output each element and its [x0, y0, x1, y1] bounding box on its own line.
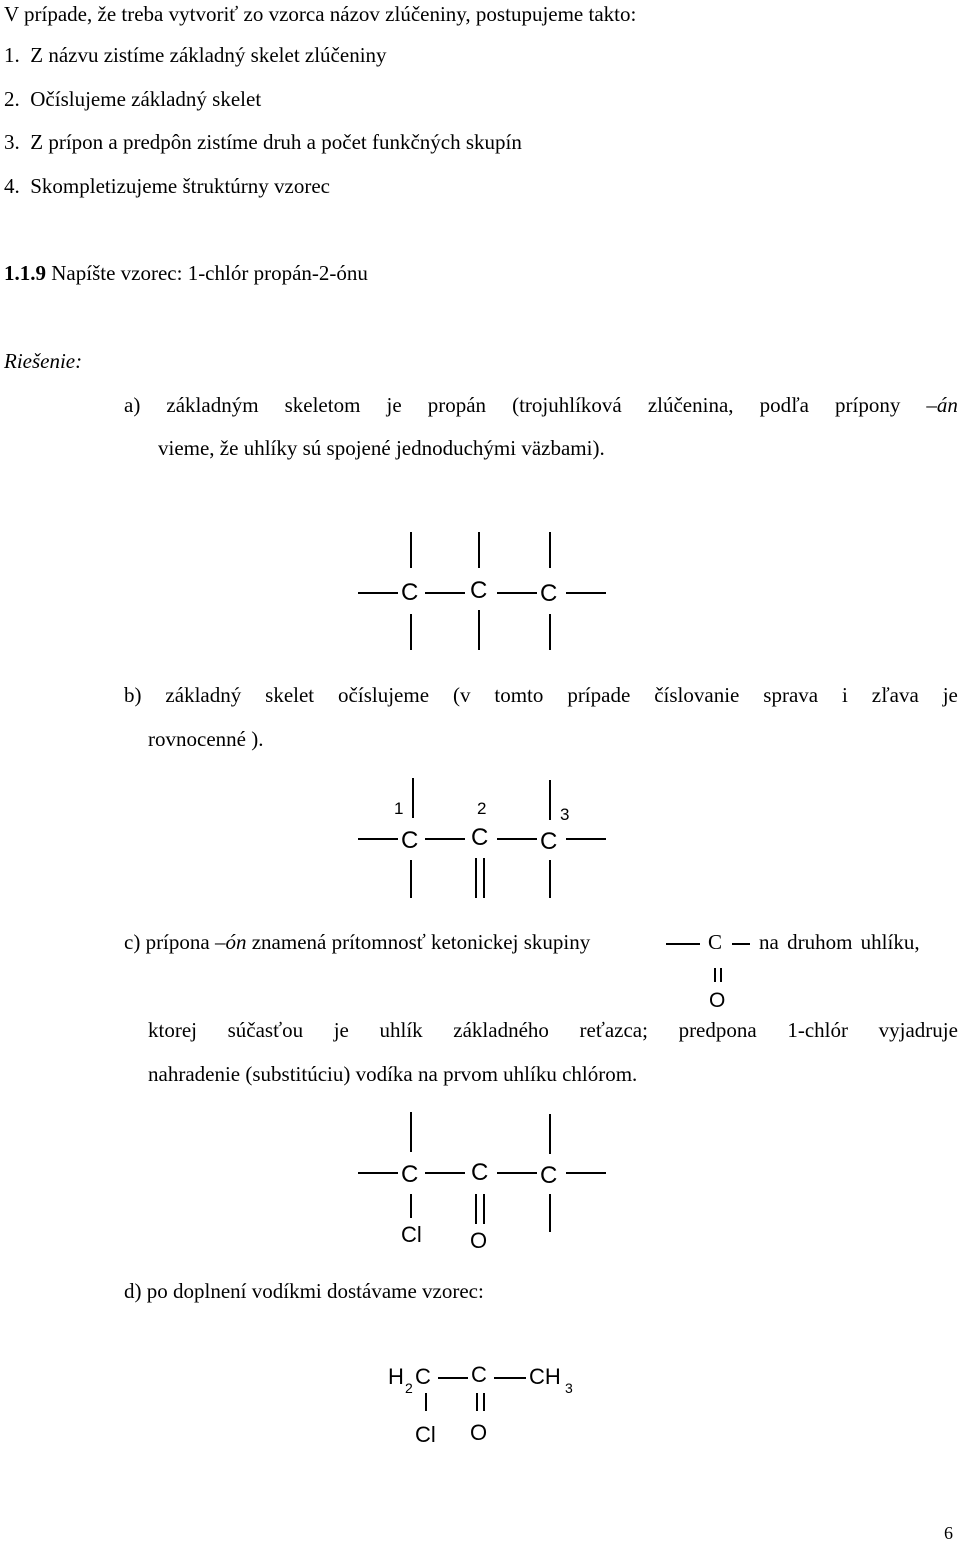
locant: 2: [477, 799, 487, 818]
double-bond: [714, 968, 716, 982]
word: (trojuhlíková: [512, 393, 622, 417]
carbon: C: [401, 1161, 419, 1188]
carbon: C: [540, 828, 558, 855]
word: základný: [165, 683, 242, 707]
task-title: [4, 263, 368, 284]
oxygen: O: [470, 1228, 488, 1253]
solution-heading: Riešenie:: [4, 349, 83, 373]
locant: 1: [394, 799, 404, 818]
word: propán: [427, 393, 487, 417]
word: prípade: [567, 683, 631, 707]
step-a-line1: [124, 395, 958, 416]
word: uhlík: [379, 1018, 423, 1042]
carbon: C: [471, 824, 489, 851]
page-number: 6: [944, 1523, 953, 1543]
keto-oxygen: O: [709, 989, 726, 1012]
step-a-line2: vieme, že uhlíky sú spojené jednoduchými väzbami).: [158, 436, 605, 460]
word: základného: [453, 1018, 549, 1042]
step-2: 2. Očíslujeme základný skelet: [4, 87, 262, 111]
word: vyjadruje: [878, 1018, 958, 1042]
word: číslovanie: [654, 683, 740, 707]
word: skelet: [265, 683, 315, 707]
step-3: 3. Z prípon a predpôn zistíme druh a počet funkčných skupín: [4, 130, 522, 154]
word: je: [942, 683, 958, 707]
methyl: CH: [529, 1364, 561, 1389]
word: 1-chlór: [787, 1018, 848, 1042]
subscript: 2: [405, 1380, 413, 1396]
word: zľava: [871, 683, 919, 707]
word: i: [842, 683, 848, 707]
word: podľa: [759, 393, 809, 417]
step-c-line1: c) prípona –ón znamená prítomnosť ketonickej skupiny: [124, 930, 591, 954]
word: (v: [452, 683, 471, 707]
step-1: 1. Z názvu zistíme základný skelet zlúčeniny: [4, 43, 387, 67]
carbon: C: [470, 577, 488, 604]
step-4: 4. Skompletizujeme štruktúrny vzorec: [4, 174, 331, 198]
word: ktorej: [148, 1018, 197, 1042]
step-c-line1-end: na druhom uhlíku,: [759, 930, 920, 954]
oxygen: O: [470, 1420, 488, 1445]
step-c-line3: [148, 1020, 958, 1041]
word: základným: [166, 393, 259, 417]
locant: 3: [560, 805, 570, 824]
carbon: C: [540, 580, 558, 607]
step-b-line2: rovnocenné ).: [148, 727, 264, 751]
suffix-on: –ón: [214, 930, 247, 954]
word: je: [333, 1018, 349, 1042]
bond-left: [666, 943, 700, 945]
step-d-line: d) po doplnení vodíkmi dostávame vzorec:: [124, 1279, 484, 1303]
word: reťazca;: [579, 1018, 648, 1042]
word: predpona: [678, 1018, 757, 1042]
carbon: C: [471, 1362, 487, 1387]
word: sprava: [763, 683, 819, 707]
carbon: C: [415, 1364, 431, 1389]
word: b): [124, 683, 142, 707]
subscript: 3: [565, 1380, 573, 1396]
carbon: C: [540, 1162, 558, 1189]
word: očíslujeme: [338, 683, 430, 707]
bond-right: [732, 943, 750, 945]
word: zlúčenina,: [647, 393, 734, 417]
carbon: C: [471, 1159, 489, 1186]
word: súčasťou: [227, 1018, 304, 1042]
chlorine: Cl: [401, 1222, 422, 1247]
intro-lead: V prípade, že treba vytvoriť zo vzorca názov zlúčeniny, postupujeme takto:: [4, 2, 637, 26]
word: je: [386, 393, 402, 417]
task-text: Napíšte vzorec: 1-chlór propán-2-ónu: [46, 261, 368, 285]
suffix-an: –án: [926, 393, 958, 417]
word: tomto: [494, 683, 544, 707]
chlorine: Cl: [415, 1422, 436, 1447]
word: prípony: [835, 393, 901, 417]
hydrogen: H: [388, 1364, 404, 1389]
keto-carbon: C: [708, 930, 723, 954]
word: skeletom: [284, 393, 361, 417]
step-c-line4: nahradenie (substitúciu) vodíka na prvom uhlíku chlórom.: [148, 1062, 638, 1086]
step-b-line1: [124, 685, 958, 706]
carbon: C: [401, 827, 419, 854]
carbon: C: [401, 579, 419, 606]
task-number: 1.1.9: [4, 261, 46, 285]
word: a): [124, 393, 141, 417]
